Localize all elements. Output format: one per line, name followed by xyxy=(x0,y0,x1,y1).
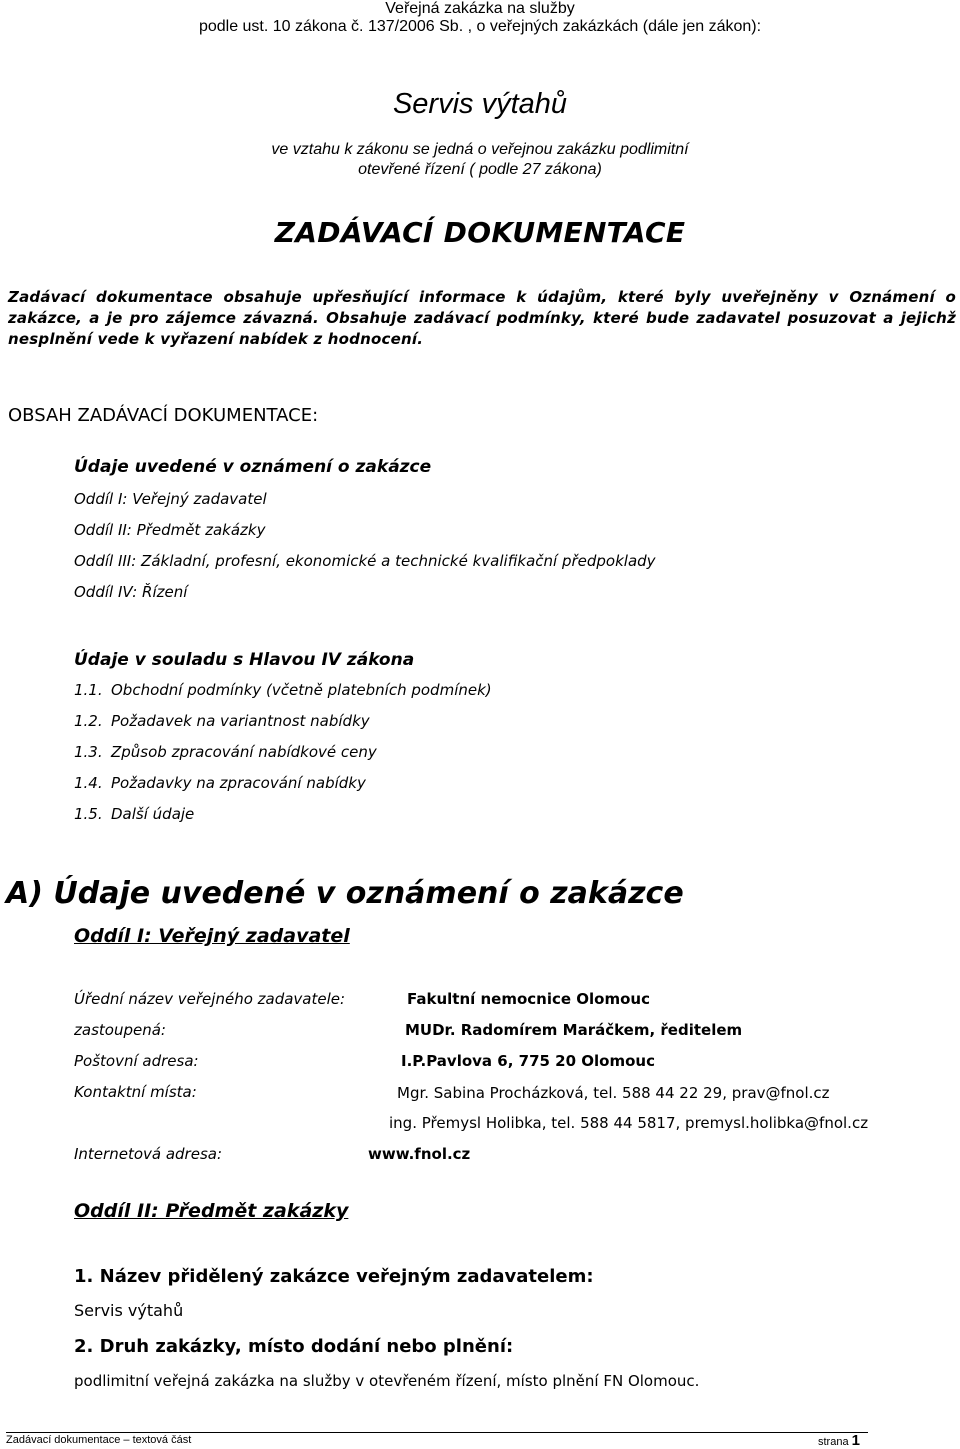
header-line-1: Veřejná zakázka na služby xyxy=(385,0,575,17)
field-value: I.P.Pavlova 6, 775 20 Olomouc xyxy=(401,1052,655,1070)
toc-item-text: Požadavky na zpracování nabídky xyxy=(111,774,366,792)
toc-item: Oddíl I: Veřejný zadavatel xyxy=(74,490,267,508)
subtitle-line-2: otevřené řízení ( podle 27 zákona) xyxy=(358,161,602,178)
toc-numbered-item xyxy=(74,712,370,730)
answer-2: podlimitní veřejná zakázka na služby v otevřeném řízení, místo plnění FN Olomouc. xyxy=(74,1372,700,1390)
toc-numbered-item xyxy=(74,774,366,792)
question-2: 2. Druh zakázky, místo dodání nebo plnění: xyxy=(74,1336,514,1357)
field-label: Kontaktní místa: xyxy=(74,1083,197,1101)
field-value: ing. Přemysl Holibka, tel. 588 44 5817, premysl.holibka@fnol.cz xyxy=(389,1114,869,1132)
field-label: Úřední název veřejného zadavatele: xyxy=(74,990,346,1008)
footer-page xyxy=(818,1432,860,1449)
footer-page-number: 1 xyxy=(851,1432,860,1449)
answer-1: Servis výtahů xyxy=(74,1301,184,1320)
toc-item-number: 1.2. xyxy=(74,712,103,730)
oddil-1-title: Oddíl I: Veřejný zadavatel xyxy=(74,925,350,947)
toc-section-2-title: Údaje v souladu s Hlavou IV zákona xyxy=(74,650,415,670)
toc-item-number: 1.1. xyxy=(74,681,103,699)
toc-item-text: Další údaje xyxy=(111,805,195,823)
toc-item: Oddíl II: Předmět zakázky xyxy=(74,521,266,539)
footer-page-label: strana xyxy=(818,1436,849,1448)
toc-item: Oddíl IV: Řízení xyxy=(74,583,188,601)
toc-item-number: 1.3. xyxy=(74,743,103,761)
document-title: Servis výtahů xyxy=(392,88,568,120)
section-a-heading: A) Údaje uvedené v oznámení o zakázce xyxy=(6,876,684,911)
subtitle-line-1: ve vztahu k zákonu se jedná o veřejnou zakázku podlimitní xyxy=(271,141,689,158)
toc-numbered-item xyxy=(74,805,194,823)
toc-item: Oddíl III: Základní, profesní, ekonomické a technické kvalifikační předpoklady xyxy=(74,552,656,570)
field-value: MUDr. Radomírem Maráčkem, ředitelem xyxy=(405,1021,743,1039)
toc-item-number: 1.5. xyxy=(74,805,103,823)
question-1: 1. Název přidělený zakázce veřejným zadavatelem: xyxy=(74,1266,594,1287)
toc-section-1-title: Údaje uvedené v oznámení o zakázce xyxy=(74,457,432,477)
toc-item-number: 1.4. xyxy=(74,774,103,792)
intro-paragraph: Zadávací dokumentace obsahuje upřesňující informace k údajům, které byly uveřejněny v Oznámení o zakázce, a je pro zájemce závazná. Obsahuje zadávací podmínky, které bude zadavatel posuzovat a jejichž nesplnění vede k vyřazení nabídek z hodnocení. xyxy=(8,288,956,348)
toc-numbered-item xyxy=(74,681,492,699)
toc-numbered-item xyxy=(74,743,377,761)
toc-item-text: Obchodní podmínky (včetně platebních podmínek) xyxy=(111,681,492,699)
field-value: Fakultní nemocnice Olomouc xyxy=(407,990,650,1008)
header-line-2: podle ust. 10 zákona č. 137/2006 Sb. , o veřejných zakázkách (dále jen zákon): xyxy=(198,18,762,35)
field-label: Poštovní adresa: xyxy=(74,1052,199,1070)
doc-heading: ZADÁVACÍ DOKUMENTACE xyxy=(274,216,686,249)
field-value: Mgr. Sabina Procházková, tel. 588 44 22 29, prav@fnol.cz xyxy=(397,1084,830,1102)
field-label: zastoupená: xyxy=(74,1021,166,1039)
footer-left: Zadávací dokumentace – textová část xyxy=(6,1434,192,1446)
field-label: Internetová adresa: xyxy=(74,1145,223,1163)
field-value: www.fnol.cz xyxy=(368,1145,471,1163)
toc-item-text: Způsob zpracování nabídkové ceny xyxy=(111,743,377,761)
oddil-2-title: Oddíl II: Předmět zakázky xyxy=(74,1200,349,1222)
toc-heading: OBSAH ZADÁVACÍ DOKUMENTACE: xyxy=(8,405,319,426)
footer-divider xyxy=(6,1432,868,1433)
toc-item-text: Požadavek na variantnost nabídky xyxy=(111,712,370,730)
